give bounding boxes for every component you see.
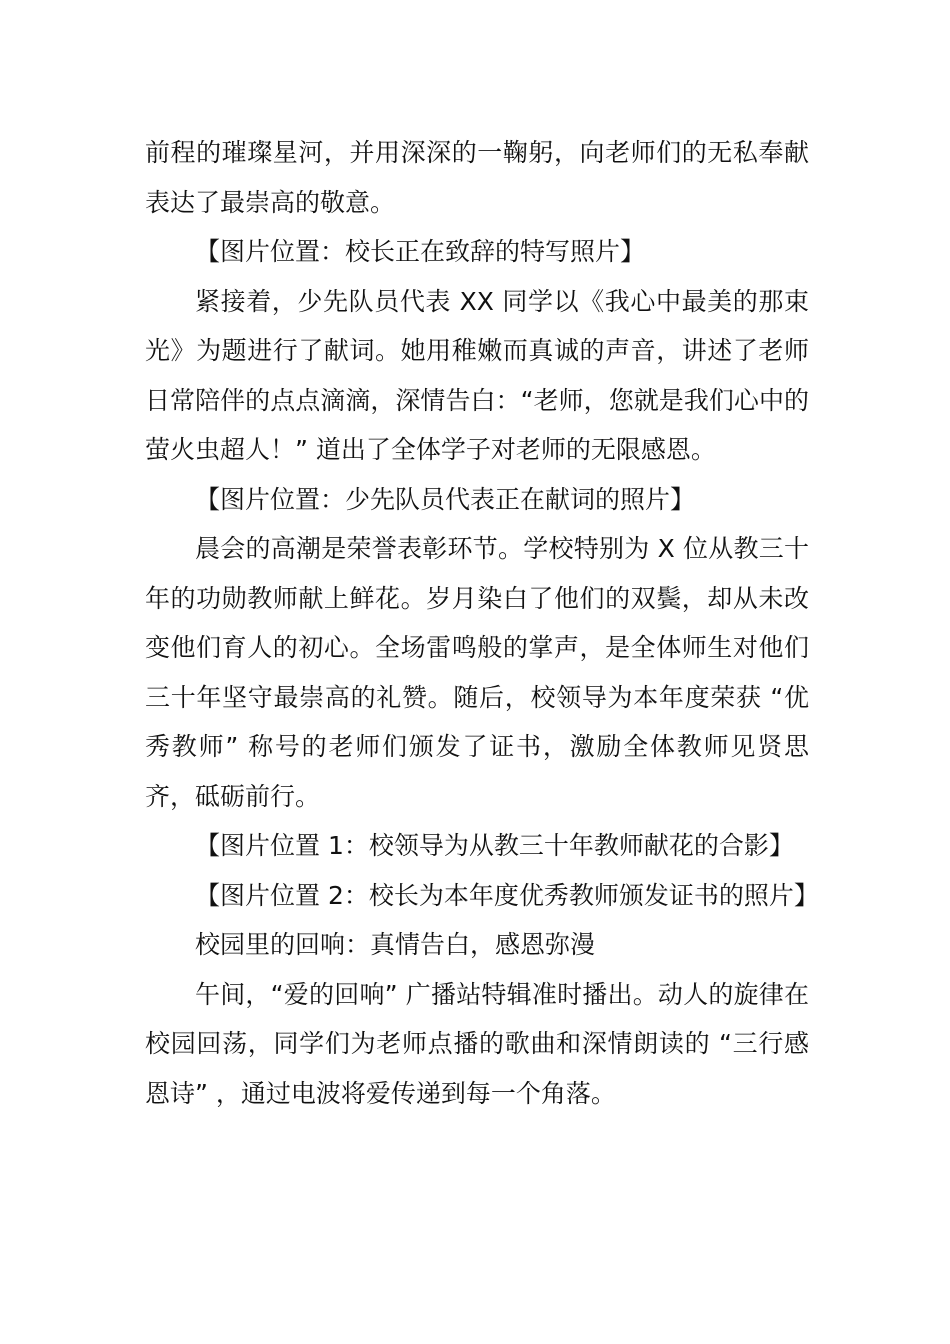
image-placeholder-principal-speech: 【图片位置：校长正在致辞的特写照片】: [195, 237, 646, 266]
paragraph-student-tribute: 紧接着，少先队员代表 XX 同学以《我心中最美的那束光》为题进行了献词。她用稚嫩而真诚的声音，讲述了老师日常陪伴的点点滴滴，深情告白：“老师，您就是我们心中的萤火虫超人！” 道出了全体学子对老师的无限感恩。: [145, 286, 809, 464]
paragraph-radio-broadcast: 午间，“爱的回响” 广播站特辑准时播出。动人的旋律在校园回荡，同学们为老师点播的歌曲和深情朗读的 “三行感恩诗” ，通过电波将爱传递到每一个角落。: [145, 979, 809, 1108]
document-page: [145, 128, 819, 1118]
paragraph-opening-continuation: 前程的璀璨星河，并用深深的一鞠躬，向老师们的无私奉献表达了最崇高的敬意。: [145, 138, 809, 217]
section-heading-campus-echo: 校园里的回响：真情告白，感恩弥漫: [195, 930, 596, 959]
image-placeholder-flowers: 【图片位置 1：校领导为从教三十年教师献花的合影】: [195, 831, 794, 860]
image-placeholder-student-tribute: 【图片位置：少先队员代表正在献词的照片】: [195, 484, 696, 514]
image-placeholder-certificates: 【图片位置 2：校长为本年度优秀教师颁发证书的照片】: [195, 880, 819, 910]
paragraph-honor-ceremony: 晨会的高潮是荣誉表彰环节。学校特别为 X 位从教三十年的功勋教师献上鲜花。岁月染白了他们的双鬓，却从未改变他们育人的初心。全场雷鸣般的掌声，是全体师生对他们三十年坚守最崇高的礼赞。随后，校领导为本年度荣获 “优秀教师” 称号的老师们颁发了证书，激励全体教师见贤思齐，砥砺前行。: [145, 534, 809, 811]
